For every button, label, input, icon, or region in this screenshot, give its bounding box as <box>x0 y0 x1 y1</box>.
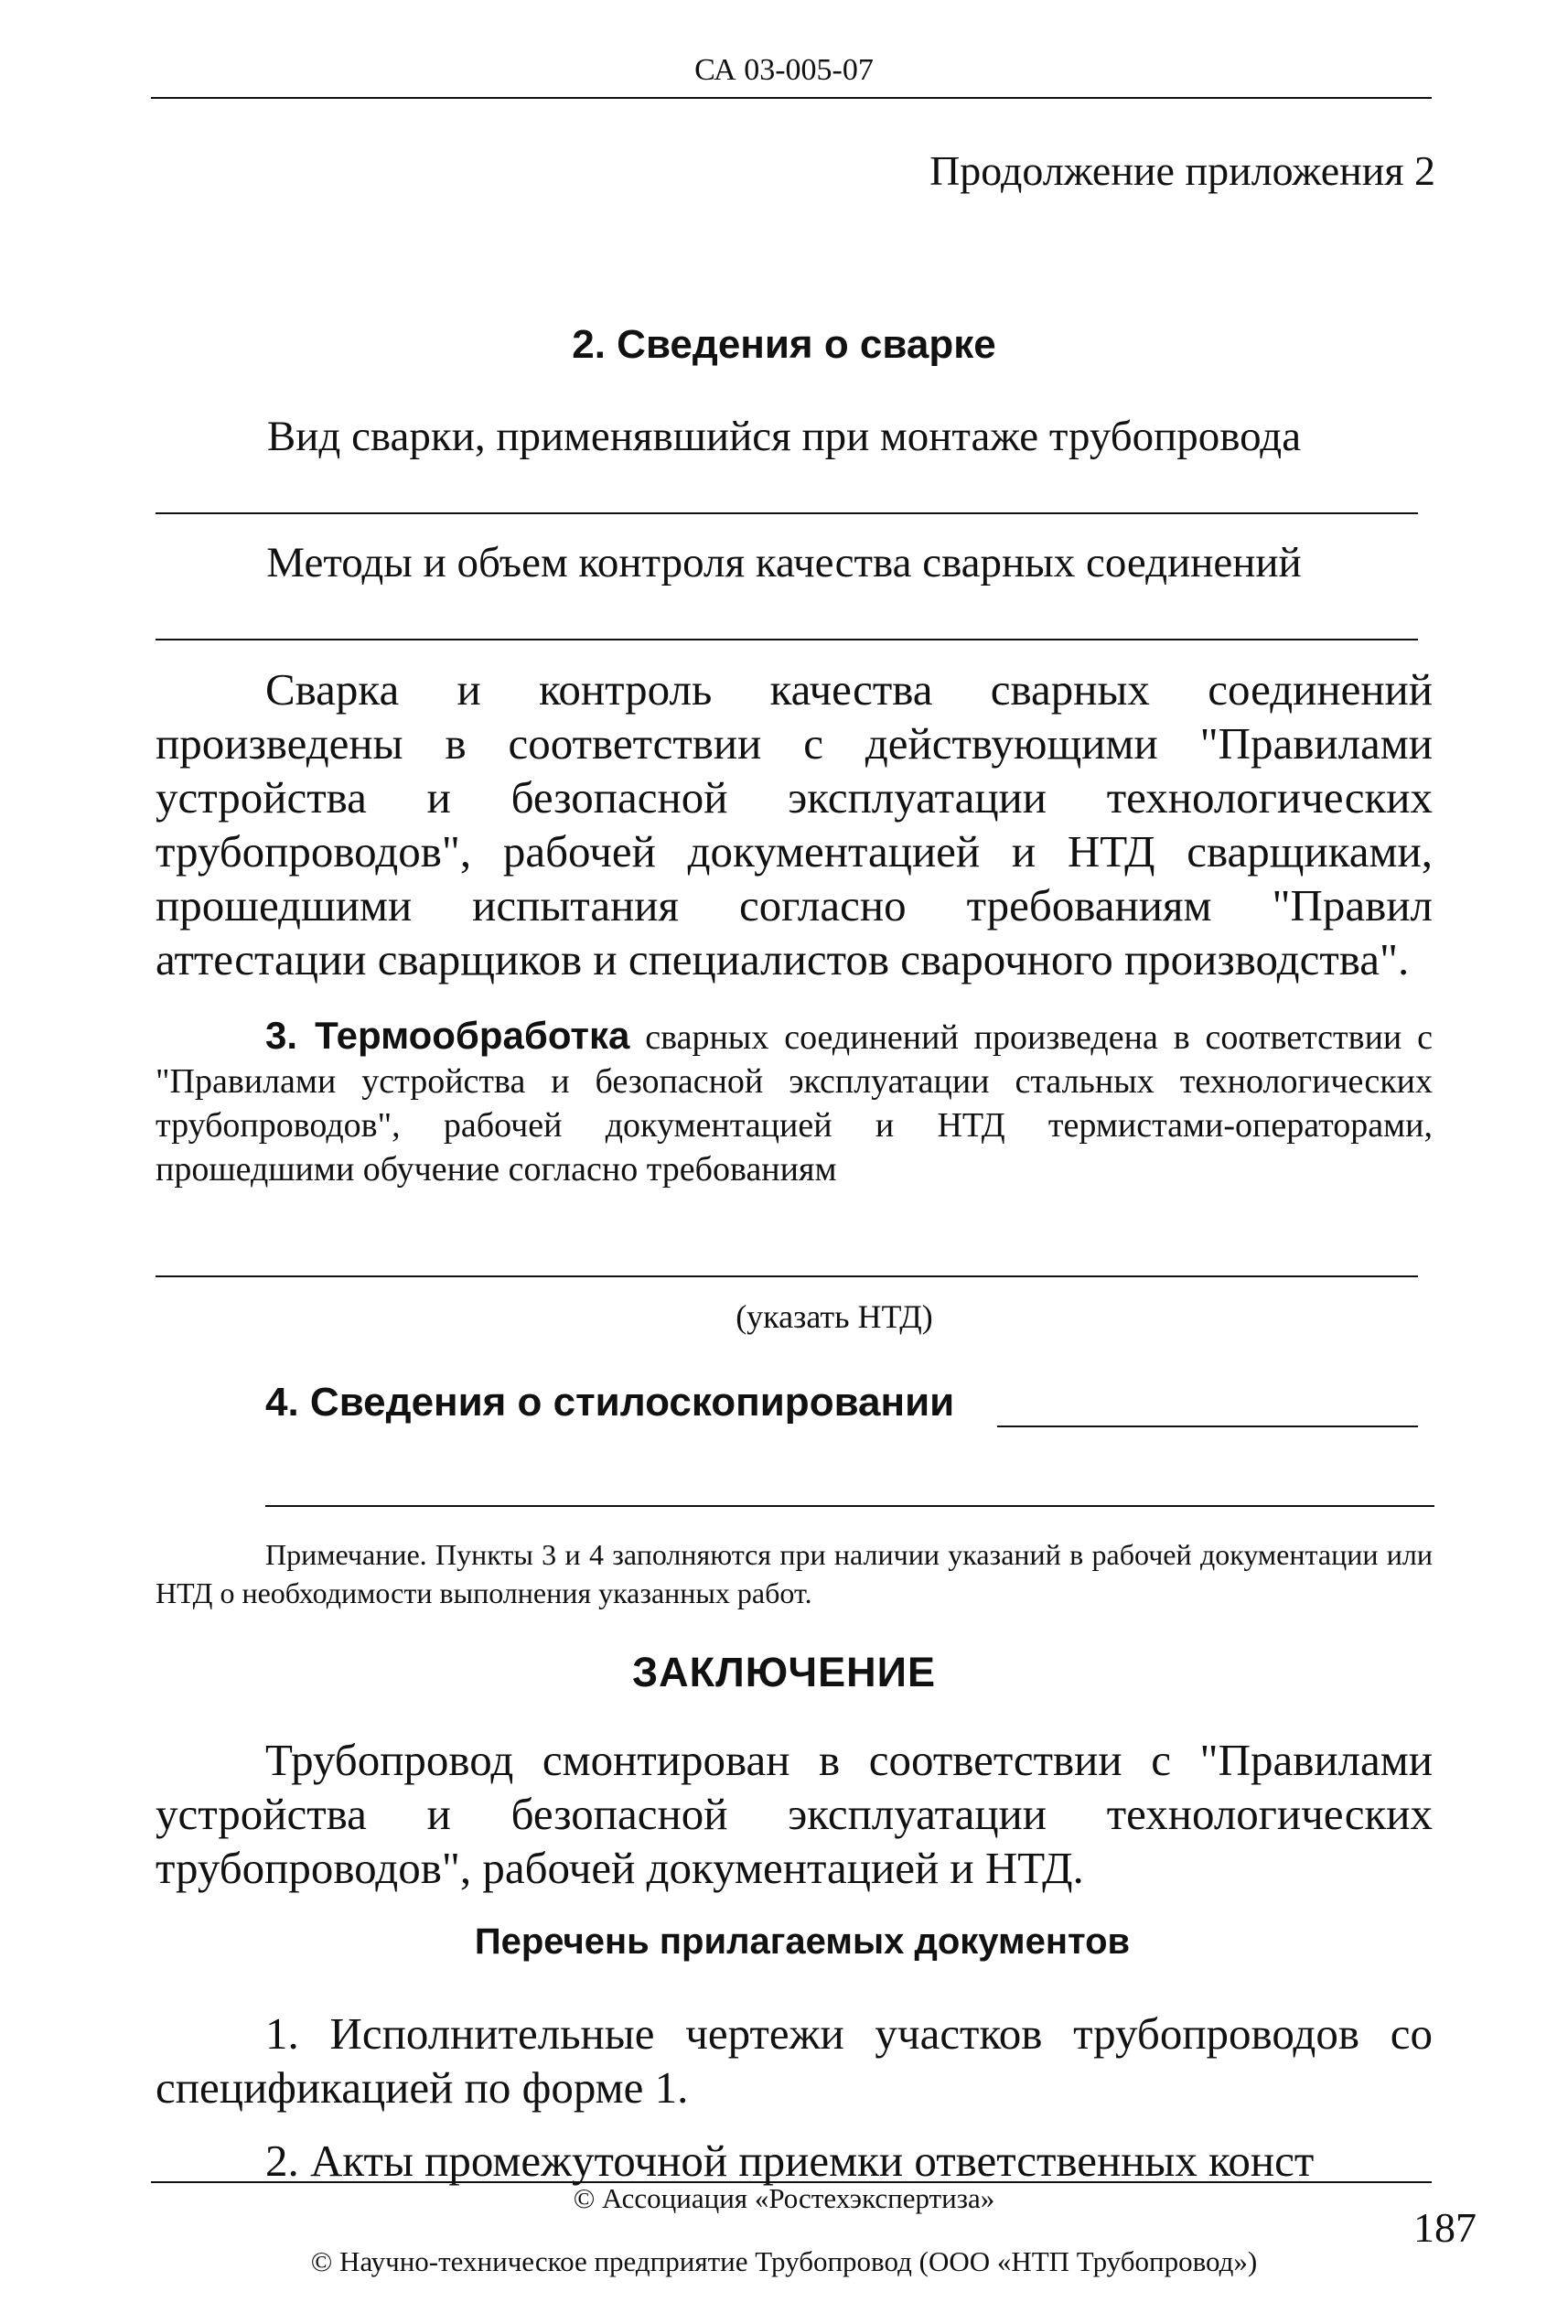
attached-document-item: 2. Акты промежуточной приемки ответственных конст <box>265 2136 1315 2186</box>
ntd-fill-line <box>156 1275 1418 1277</box>
weld-type-fill-line <box>156 512 1418 514</box>
section-4-fill-line-inline <box>997 1426 1418 1427</box>
heat-treatment-paragraph <box>156 1014 1433 1191</box>
section-4-title: 4. Сведения о стилоскопировании <box>265 1380 955 1425</box>
document-code: СА 03-005-07 <box>694 53 874 87</box>
quality-control-label: Методы и объем контроля качества сварных соединений <box>266 539 1302 586</box>
conclusion-paragraph: Трубопровод смонтирован в соответствии с "Правилами устройства и безопасной эксплуатации технологических трубопроводов", рабочей документацией и НТД. <box>156 1735 1433 1893</box>
conclusion-title: ЗАКЛЮЧЕНИЕ <box>631 1649 937 1695</box>
page-number: 187 <box>1413 2204 1477 2251</box>
attached-document-item: 1. Исполнительные чертежи участков трубопроводов со спецификацией по форме 1. <box>156 2008 1433 2113</box>
heat-treatment-text: сварных соединений произведена в соответствии с "Правилами устройства и безопасной эксплуатации стальных технологических трубопроводов", рабочей документацией и НТД термистами-операторами, прошедшими обучение согласно требованиям <box>156 1018 1433 1189</box>
section-2-title: 2. Сведения о сварке <box>572 322 996 367</box>
footer-copyright-enterprise: © Научно-техническое предприятие Трубопровод (ООО «НТП Трубопровод») <box>310 2245 1258 2277</box>
continuation-label: Продолжение приложения 2 <box>929 147 1435 194</box>
weld-type-label: Вид сварки, применявшийся при монтаже трубопровода <box>266 413 1302 460</box>
section-4-fill-line <box>265 1505 1434 1507</box>
footer-copyright-association: © Ассоциация «Ростехэкспертиза» <box>573 2182 995 2214</box>
section-3-title: 3. Термообработка <box>265 1014 630 1057</box>
quality-control-fill-line <box>156 639 1418 640</box>
welding-paragraph: Сварка и контроль качества сварных соединений произведены в соответствии с действующими "Правилами устройства и безопасной эксплуатации технологических трубопроводов", рабочей документацией и НТД сварщиками, прошедшими испытания согласно требованиям "Правил аттестации сварщиков и специалистов сварочного производства". <box>156 664 1433 984</box>
header-rule <box>151 97 1432 99</box>
attached-documents-title: Перечень прилагаемых документов <box>474 1921 1131 1962</box>
ntd-hint: (указать НТД) <box>736 1298 933 1335</box>
note-paragraph: Примечание. Пункты 3 и 4 заполняются при наличии указаний в рабочей документации или НТД о необходимости выполнения указанных работ. <box>156 1538 1433 1609</box>
